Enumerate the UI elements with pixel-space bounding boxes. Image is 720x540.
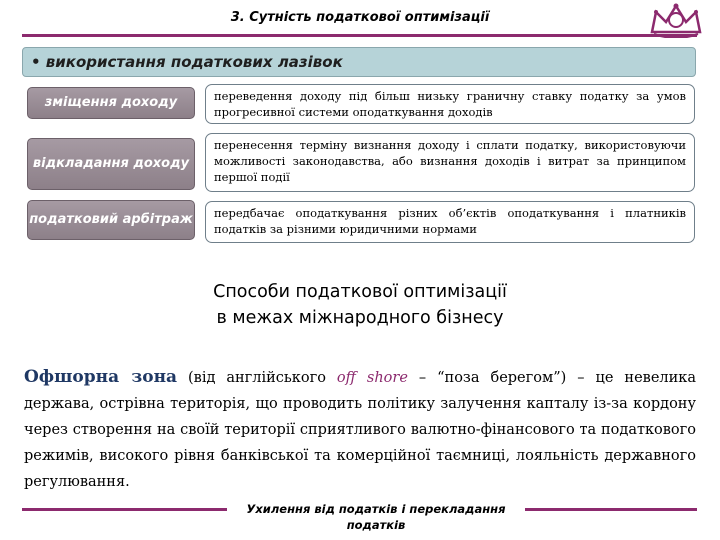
section-heading-line1: Способи податкової оптимізації xyxy=(213,282,507,302)
offshore-definition-paragraph xyxy=(24,364,696,495)
paragraph-part2: – “поза берегом”) – це невелика держава, острівна територія, що проводить політику залучення капталу із-за кордону через створення на своїй території сприятливого валютно-фінансового та податкового режимів, високого рівня банківської та комерційної таємниці, лояльність державного регулювання. xyxy=(24,370,696,490)
loopholes-banner: • використання податкових лазівок xyxy=(22,47,696,77)
header-divider xyxy=(22,34,697,37)
footer-title: Ухилення від податків і перекладання податків xyxy=(246,502,506,532)
row-label-tax-arbitrage: податковий арбітраж xyxy=(27,200,195,240)
row-label-income-deferral: відкладання доходу xyxy=(27,138,195,190)
foreign-term: off shore xyxy=(336,370,408,386)
row-text-income-deferral: перенесення терміну визнання доходу і сплати податку, використовуючи можливості законодавства, або визнання доходів і витрат за принципом першої події xyxy=(205,133,695,192)
crown-emblem-icon xyxy=(646,2,706,38)
offshore-term: Офшорна зона xyxy=(24,367,178,387)
row-text-tax-arbitrage: передбачає оподаткування різних об’єктів оподаткування і платників податків за різними юридичними нормами xyxy=(205,201,695,243)
row-text-income-shifting: переведення доходу під більш низьку граничну ставку податку за умов прогресивної системи оподаткування доходів xyxy=(205,84,695,124)
row-label-income-shifting: зміщення доходу xyxy=(27,87,195,119)
slide-header-title: 3. Сутність податкової оптимізації xyxy=(230,10,490,25)
section-heading-line2: в межах міжнародного бізнесу xyxy=(216,308,504,328)
footer-divider-right xyxy=(525,508,697,511)
paragraph-part1: (від англійського xyxy=(177,370,337,386)
footer-divider-left xyxy=(22,508,227,511)
section-heading xyxy=(0,279,720,331)
